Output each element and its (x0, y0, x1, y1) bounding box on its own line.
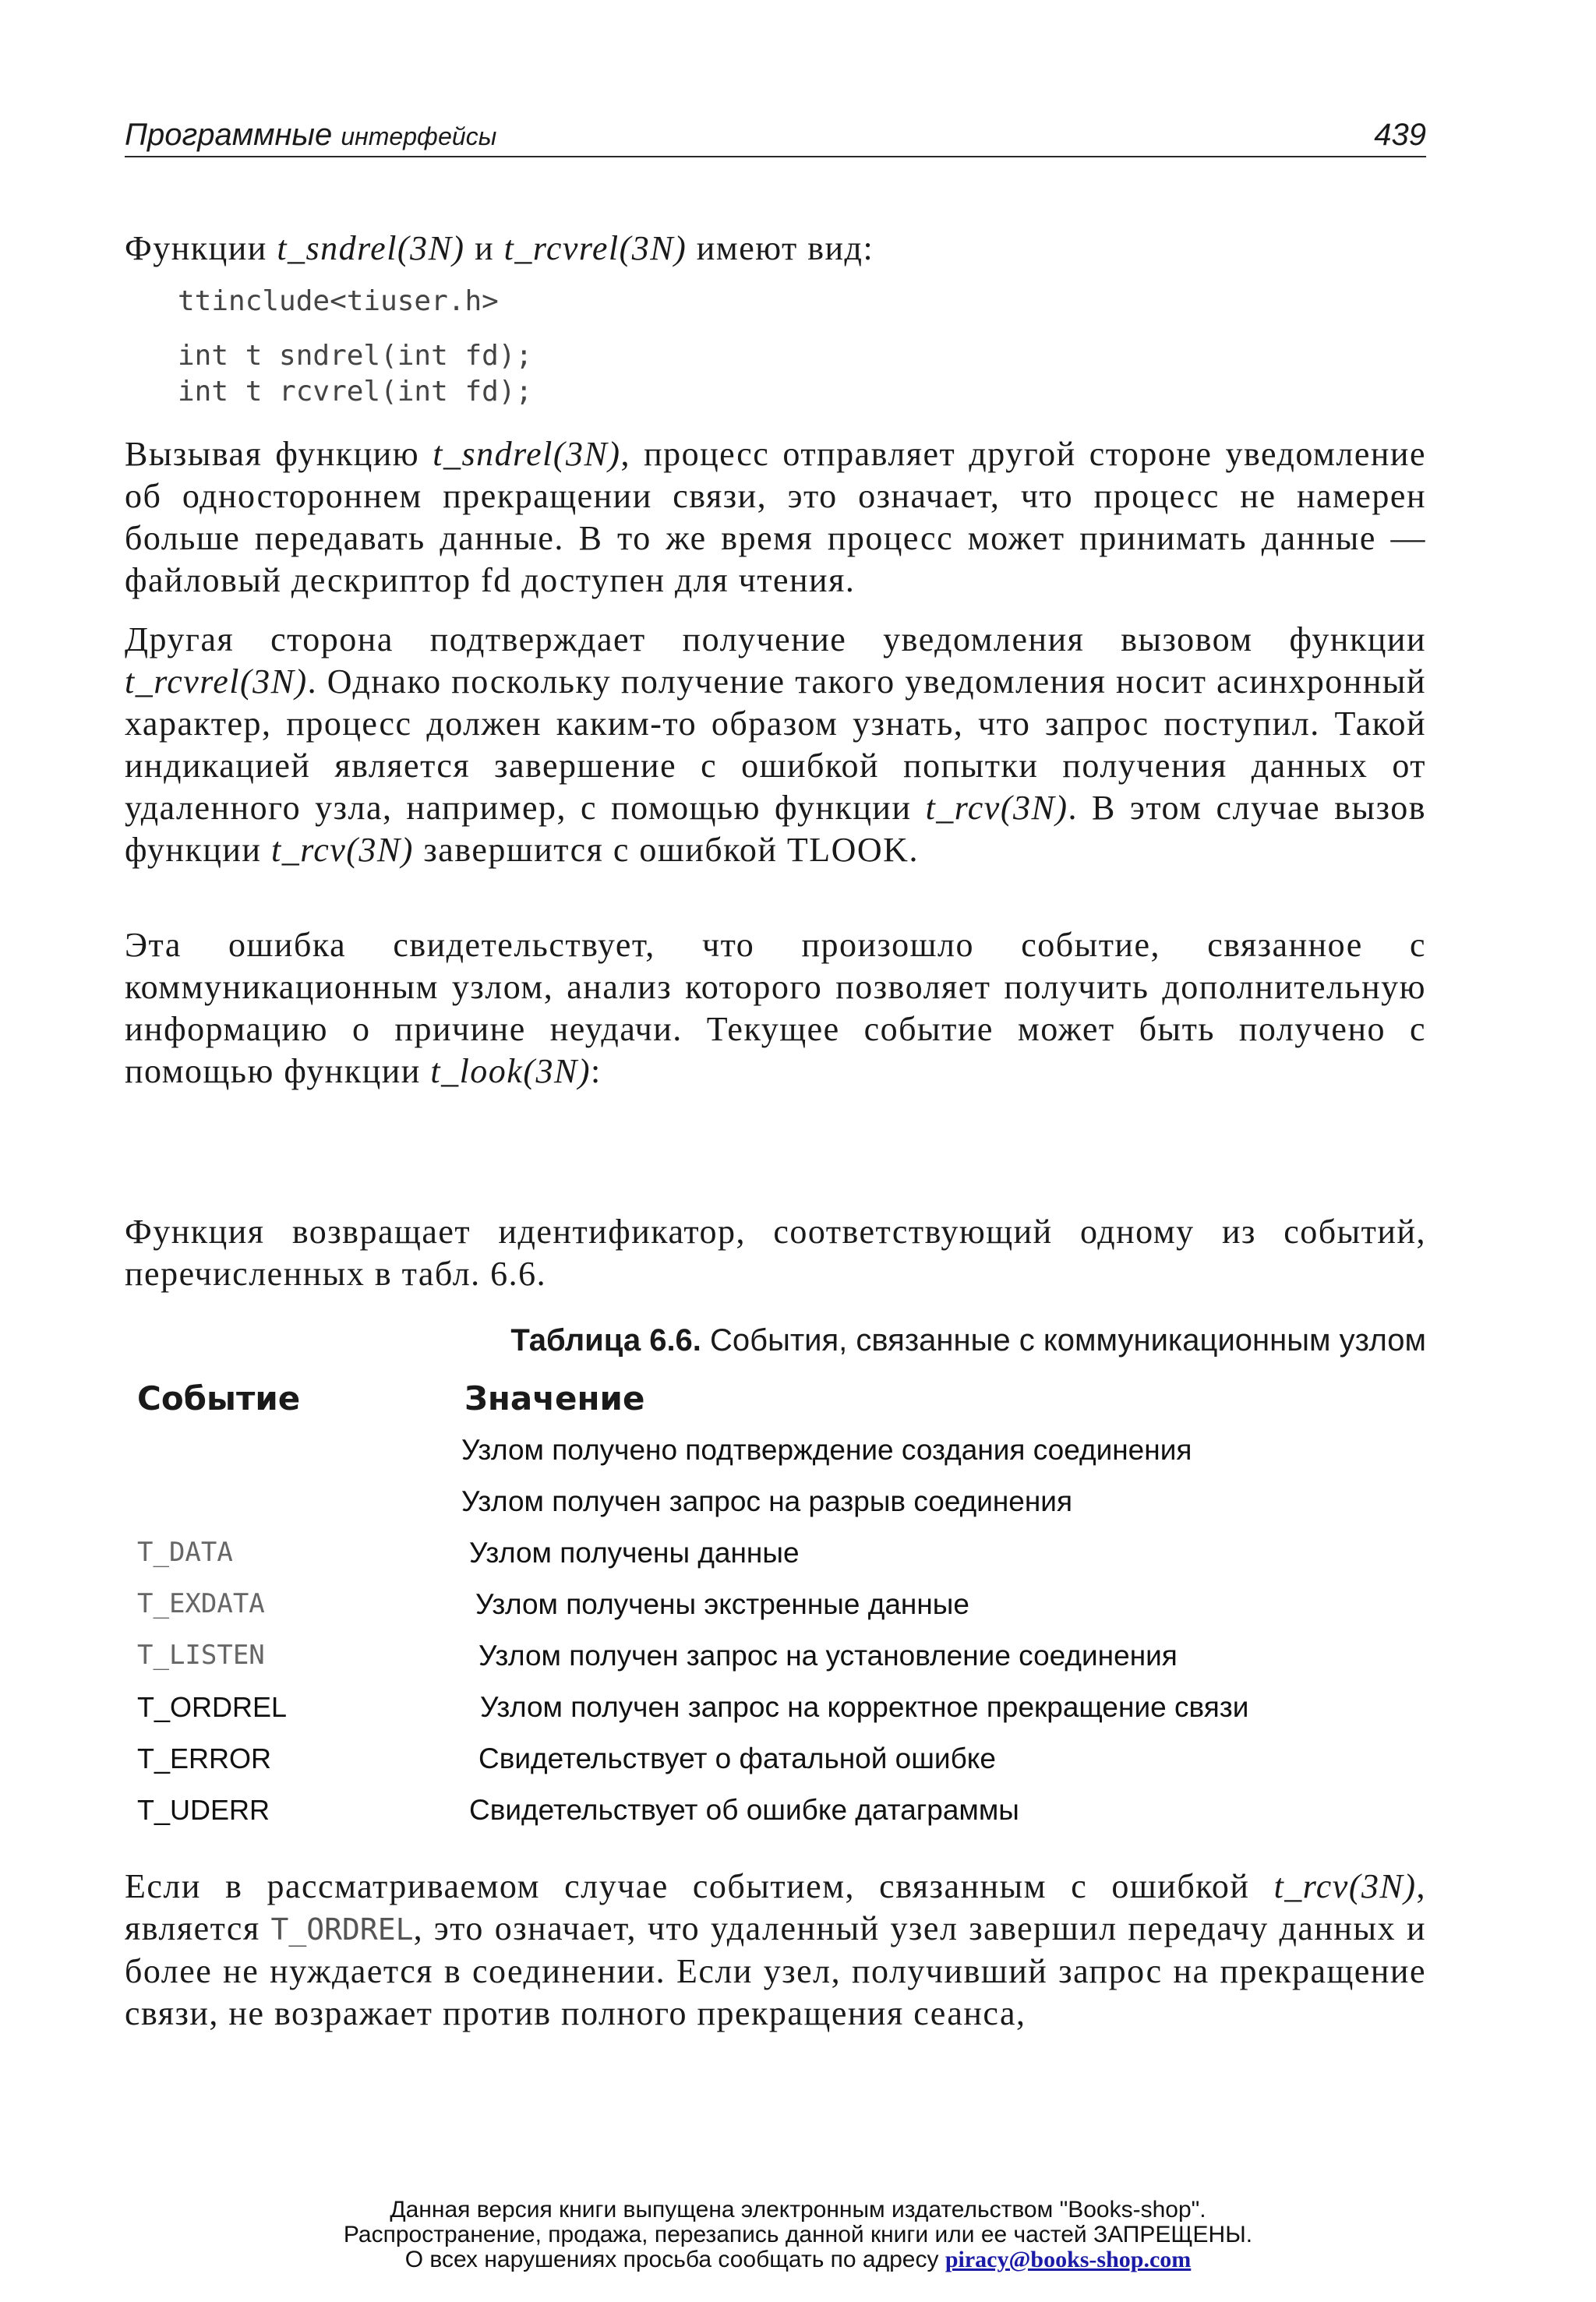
function-name: t_sndrel(3N) (433, 435, 621, 473)
event-meaning: Свидетельствует об ошибке датаграммы (469, 1794, 1019, 1826)
function-name: t_rcv(3N) (1273, 1867, 1417, 1905)
event-name: T_EXDATA (137, 1588, 265, 1619)
paragraph-text: Если в рассматриваемом случае событием, связанным с ошибкой (125, 1867, 1274, 1905)
paragraph-text: Вызывая функцию (125, 435, 433, 473)
event-meaning: Свидетельствует о фатальной ошибке (478, 1742, 996, 1774)
event-name: T_ERROR (137, 1742, 272, 1774)
table-row (0, 1479, 1596, 1526)
section-title-small: интерфейсы (341, 122, 497, 150)
table-row (0, 1633, 1596, 1680)
lead-text: и (464, 229, 504, 267)
function-name: t_sndrel(3N) (277, 229, 465, 267)
table-caption-label: Таблица 6.6. (510, 1323, 701, 1358)
paragraph-5 (125, 1866, 1426, 2035)
event-meaning: Узлом получены данные (469, 1537, 800, 1569)
event-meaning: Узлом получено подтверждение создания соединения (461, 1434, 1192, 1466)
function-name: t_rcv(3N) (925, 789, 1068, 827)
event-meaning: Узлом получен запрос на разрыв соединения (461, 1485, 1073, 1517)
function-name: t_look(3N) (430, 1052, 591, 1090)
paragraph-text: , это означает, что удаленный узел завершил передачу данных и более не нуждается в соединении. Если узел, получивший запрос на прекращение связи, не возражает против полного прекращения сеанса, (125, 1909, 1426, 2032)
event-name: T_DATA (137, 1537, 233, 1568)
event-name: T_UDERR (137, 1794, 270, 1826)
paragraph-text: Эта ошибка свидетельствует, что произошло событие, связанное с коммуникационным узлом, анализ которого позволяет получить дополнительную информацию о причине неудачи. Текущее событие может быть получено с помощью функции (125, 926, 1426, 1090)
paragraph-2 (125, 619, 1426, 871)
table-row (0, 1531, 1596, 1577)
event-name: T_ORDREL (137, 1691, 288, 1723)
paragraph-text: Другая сторона подтверждает получение уведомления вызовом функции (125, 620, 1426, 658)
paragraph-text: завершится с ошибкой TLOOK. (413, 831, 919, 869)
table-row (0, 1582, 1596, 1629)
table-caption-text: События, связанные с коммуникационным узлом (701, 1323, 1426, 1358)
paragraph-text: , процесс отправляет другой стороне уведомление об одностороннем прекращении связи, это означает, что процесс не намерен больше передавать данные. В то же время процесс может принимать данные — файловый дескриптор fd доступен для чтения. (125, 435, 1426, 599)
page-number: 439 (1374, 118, 1426, 152)
paragraph-3 (125, 924, 1426, 1093)
function-name: t_rcv(3N) (270, 831, 414, 869)
paragraph-1 (125, 433, 1426, 602)
inline-code: T_ORDREL (270, 1912, 414, 1947)
event-meaning: Узлом получен запрос на корректное прекращение связи (480, 1691, 1249, 1723)
paragraph-4: Функция возвращает идентификатор, соответствующий одному из событий, перечисленных в табл. 6.6. (125, 1213, 1426, 1293)
function-name: t_rcvrel(3N) (125, 662, 308, 701)
notice-line-3-text: О всех нарушениях просьба сообщать по адресу (404, 2247, 945, 2272)
table-row (0, 1788, 1596, 1834)
event-meaning: Узлом получен запрос на установление соединения (478, 1640, 1178, 1672)
table-row (0, 1736, 1596, 1783)
section-title (125, 118, 496, 153)
column-header-event: Событие (137, 1379, 301, 1418)
lead-sentence (125, 228, 874, 270)
event-name: T_LISTEN (137, 1640, 265, 1671)
notice-line-2: Распространение, продажа, перезапись данной книги или ее частей ЗАПРЕЩЕНЫ. (343, 2222, 1253, 2247)
email-link[interactable]: piracy@books-shop.com (945, 2247, 1192, 2272)
lead-text: Функции (125, 229, 277, 267)
running-head (125, 117, 1426, 157)
table-row (0, 1685, 1596, 1732)
table-row (0, 1428, 1596, 1474)
paragraph-text: , является (125, 1867, 1426, 1947)
code-rcvrel: int t rcvrel(int fd); (178, 376, 533, 408)
lead-text: имеют вид: (687, 229, 874, 267)
code-include: ttinclude<tiuser.h> (178, 285, 499, 317)
notice-line-1: Данная версия книги выпущена электронным издательством "Books-shop". (390, 2197, 1206, 2223)
column-header-meaning: Значение (464, 1379, 645, 1418)
copyright-notice (0, 2198, 1596, 2272)
notice-line-3 (0, 2247, 1596, 2272)
paragraph-text: . В этом случае вызов функции (125, 789, 1426, 869)
code-sndrel: int t sndrel(int fd); (178, 340, 533, 372)
table-caption (510, 1323, 1426, 1358)
section-title-main: Программные (125, 118, 333, 152)
event-meaning: Узлом получены экстренные данные (475, 1588, 969, 1620)
function-name: t_rcvrel(3N) (503, 229, 687, 267)
paragraph-text: : (591, 1052, 602, 1090)
paragraph-text: . Однако поскольку получение такого уведомления носит асинхронный характер, процесс должен каким-то образом узнать, что запрос поступил. Такой индикацией является завершение с ошибкой попытки получения данных от удаленного узла, например, с помощью функции (125, 662, 1426, 827)
